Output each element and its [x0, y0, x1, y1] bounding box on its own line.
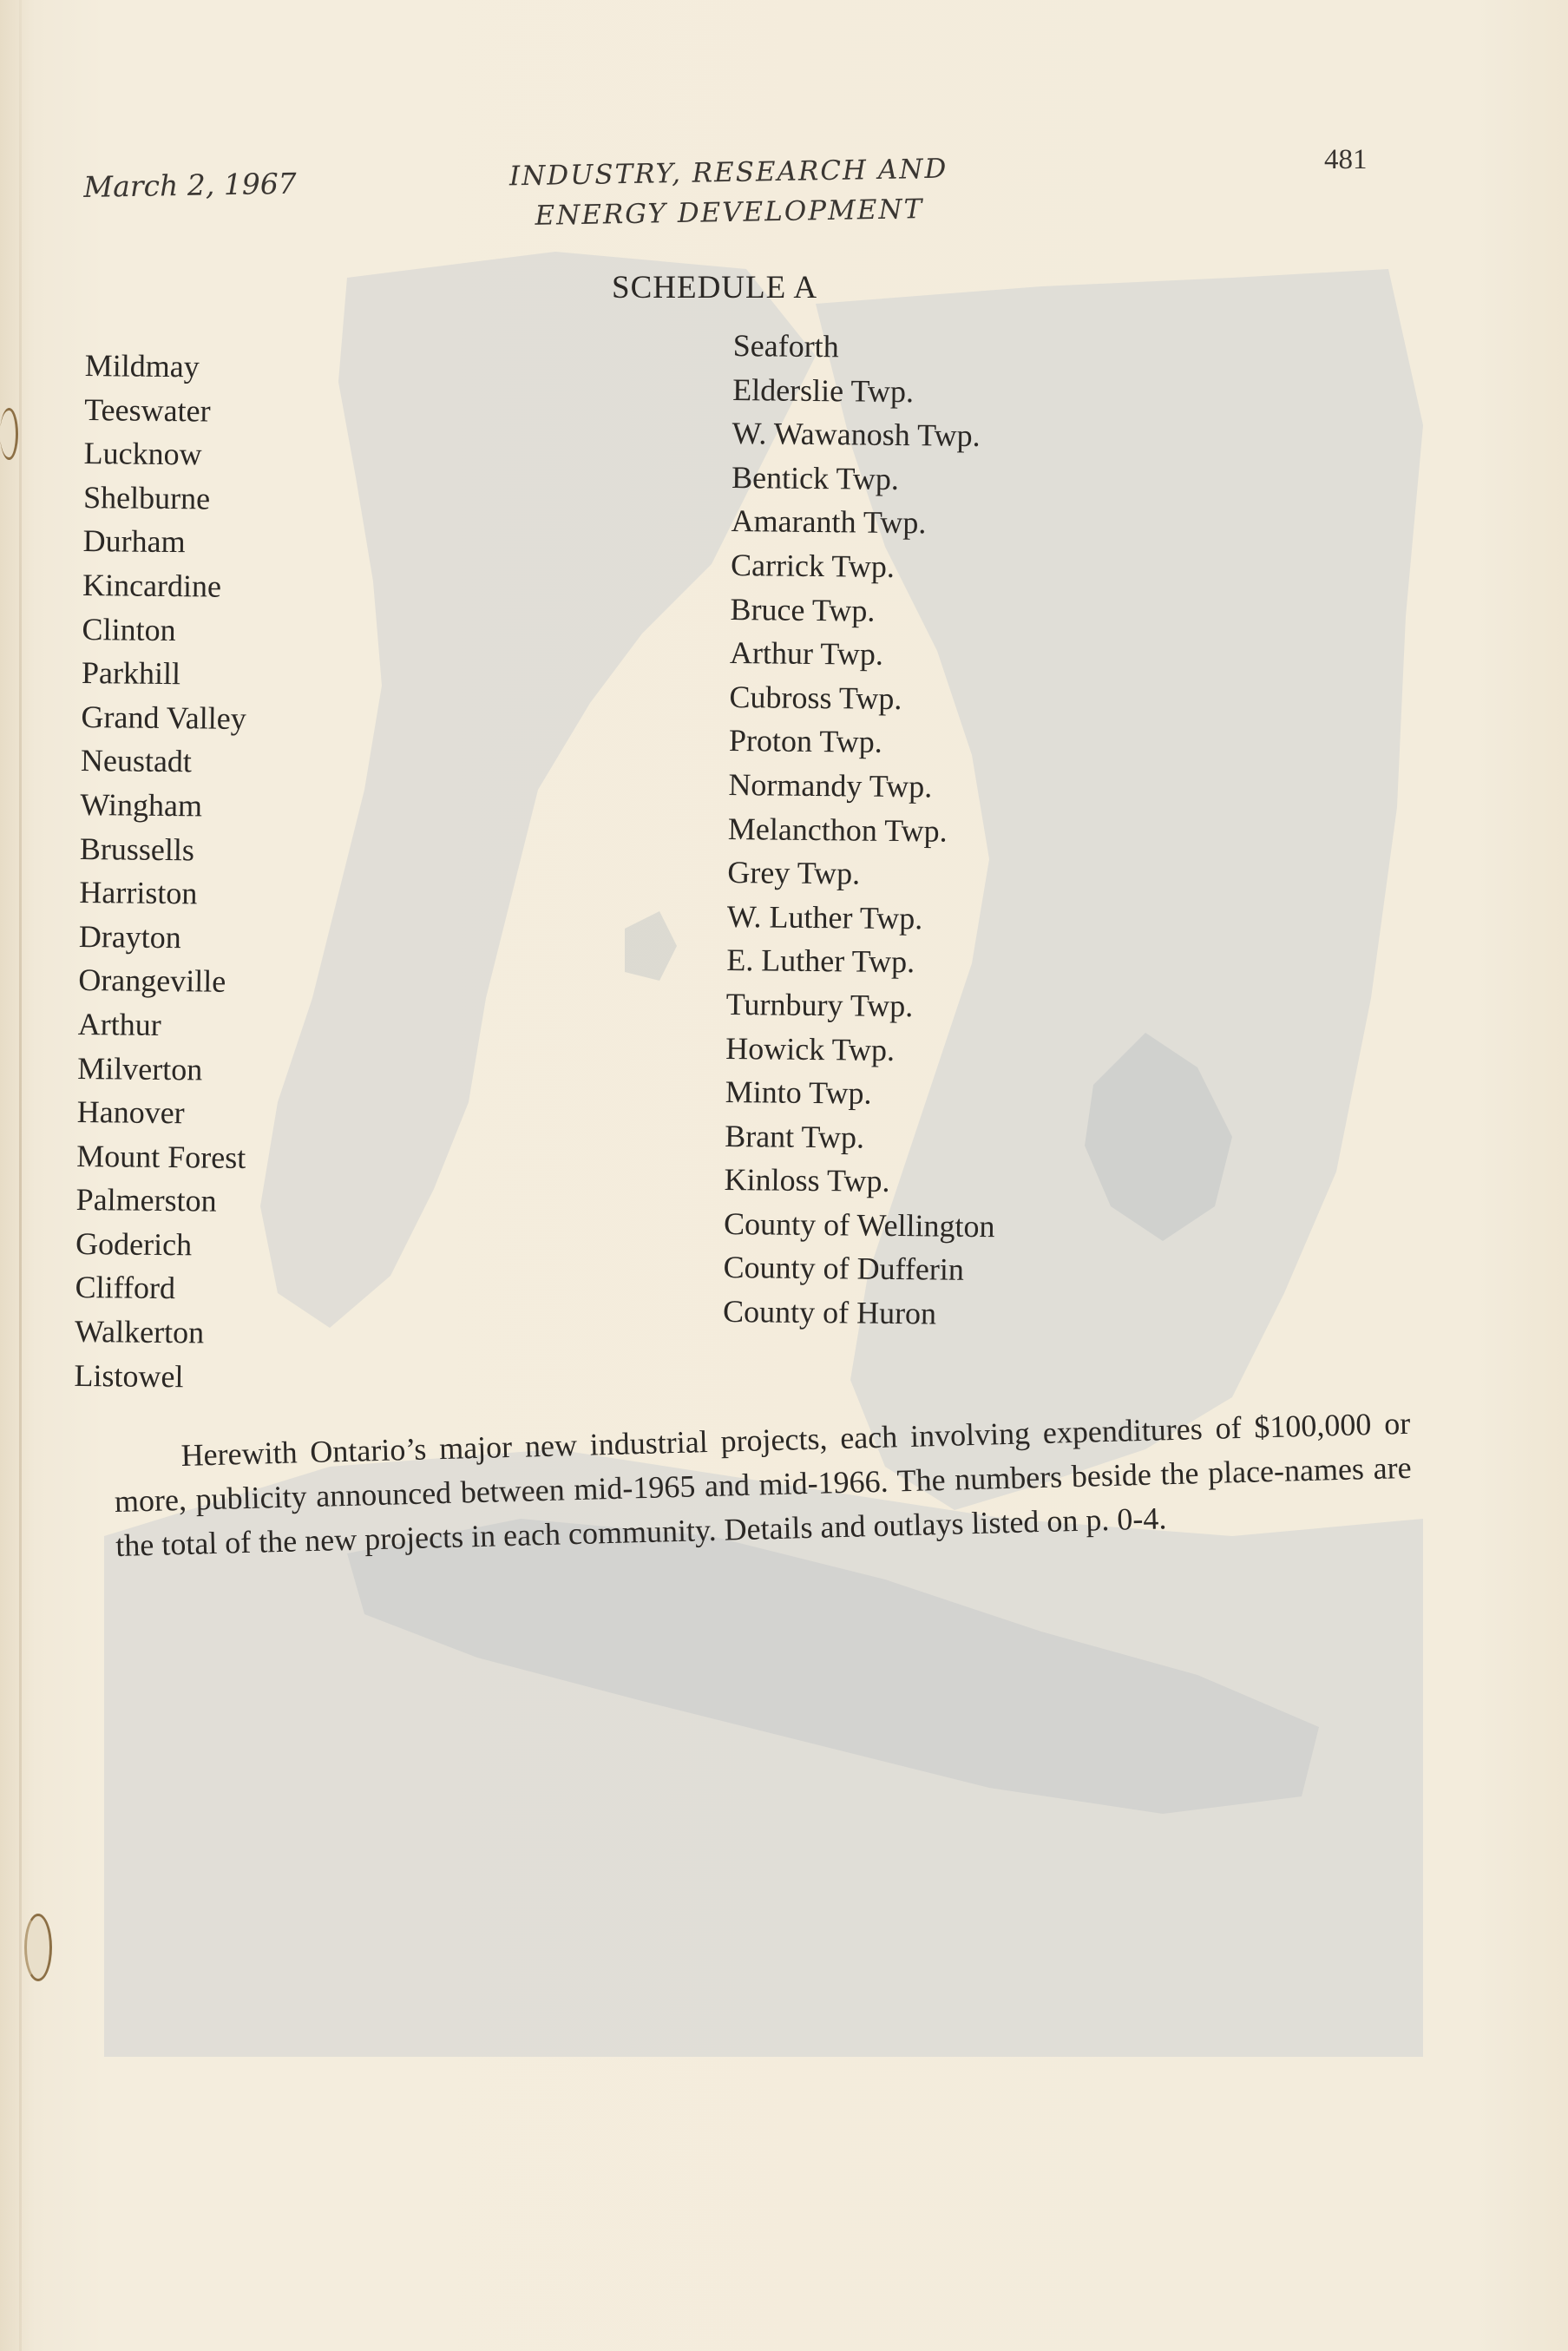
list-item: Amaranth Twp. [731, 503, 927, 541]
punch-hole-top [0, 408, 18, 460]
list-item: W. Wawanosh Twp. [732, 416, 981, 454]
list-item: Arthur [77, 1006, 161, 1042]
schedule-title: SCHEDULE A [612, 270, 818, 305]
header-title [485, 148, 973, 237]
list-item: Milverton [77, 1050, 203, 1087]
list-item: Kinloss Twp. [724, 1162, 890, 1199]
list-item: Minto Twp. [725, 1074, 872, 1111]
list-item: Carrick Twp. [730, 547, 896, 584]
list-item: Clinton [82, 611, 176, 647]
list-item: Howick Twp. [725, 1030, 896, 1067]
list-item: County of Wellington [723, 1205, 995, 1244]
schedule-right-column [723, 324, 1005, 1336]
list-item: Mount Forest [75, 1138, 246, 1175]
list-item: Proton Twp. [728, 723, 883, 760]
list-item: Parkhill [81, 655, 181, 692]
list-item: Orangeville [78, 962, 226, 1000]
list-item: Walkerton [74, 1314, 205, 1350]
list-item: W. Luther Twp. [726, 898, 923, 936]
schedule-left-column [74, 344, 254, 1399]
list-item: Bentick Twp. [731, 459, 900, 496]
punch-hole-bottom [24, 1914, 52, 1981]
list-item: Cubross Twp. [729, 679, 902, 716]
header-title-line2: ENERGY DEVELOPMENT [535, 194, 924, 232]
list-item: Listowel [74, 1357, 184, 1394]
header-date: March 2, 1967 [83, 166, 298, 204]
list-item: Palmerston [75, 1182, 217, 1218]
list-item: E. Luther Twp. [726, 942, 915, 980]
list-item: Durham [82, 523, 186, 560]
list-item: Harriston [79, 875, 198, 911]
list-item: Brussells [79, 831, 195, 867]
list-item: Kincardine [82, 567, 222, 604]
list-item: Bruce Twp. [730, 591, 876, 628]
list-item: Elderslie Twp. [732, 371, 915, 409]
list-item: County of Dufferin [723, 1250, 965, 1288]
list-item: County of Huron [722, 1294, 937, 1331]
page-number: 481 [1324, 144, 1368, 175]
list-item: Teeswater [83, 391, 211, 429]
list-item: Wingham [80, 786, 203, 824]
list-item: Mildmay [84, 347, 200, 384]
list-item: Lucknow [83, 436, 202, 472]
list-item: Clifford [75, 1270, 176, 1306]
list-item: Grey Twp. [727, 855, 861, 891]
body-paragraph: Herewith Ontario’s major new industrial projects, each involving expenditures of $100,000 or more, publicity announced between mid-1965 and mid-1966. The numbers beside the place-names are the total of the new projects in each community. Details and outlays listed on p. 0-4. [114, 1405, 1413, 1563]
list-item: Melancthon Twp. [727, 811, 948, 849]
list-item: Goderich [75, 1225, 193, 1263]
list-item: Shelburne [82, 479, 211, 516]
list-item: Seaforth [732, 327, 839, 364]
list-item: Hanover [76, 1094, 185, 1131]
list-item: Grand Valley [81, 699, 246, 736]
list-item: Turnbury Twp. [725, 986, 914, 1024]
list-item: Neustadt [80, 743, 193, 779]
list-item: Brant Twp. [724, 1118, 865, 1155]
list-item: Drayton [78, 918, 182, 955]
list-item: Normandy Twp. [728, 766, 933, 804]
list-item: Arthur Twp. [729, 635, 884, 672]
header-title-line1: INDUSTRY, RESEARCH AND [508, 153, 948, 193]
binding-edge [19, 0, 22, 2351]
